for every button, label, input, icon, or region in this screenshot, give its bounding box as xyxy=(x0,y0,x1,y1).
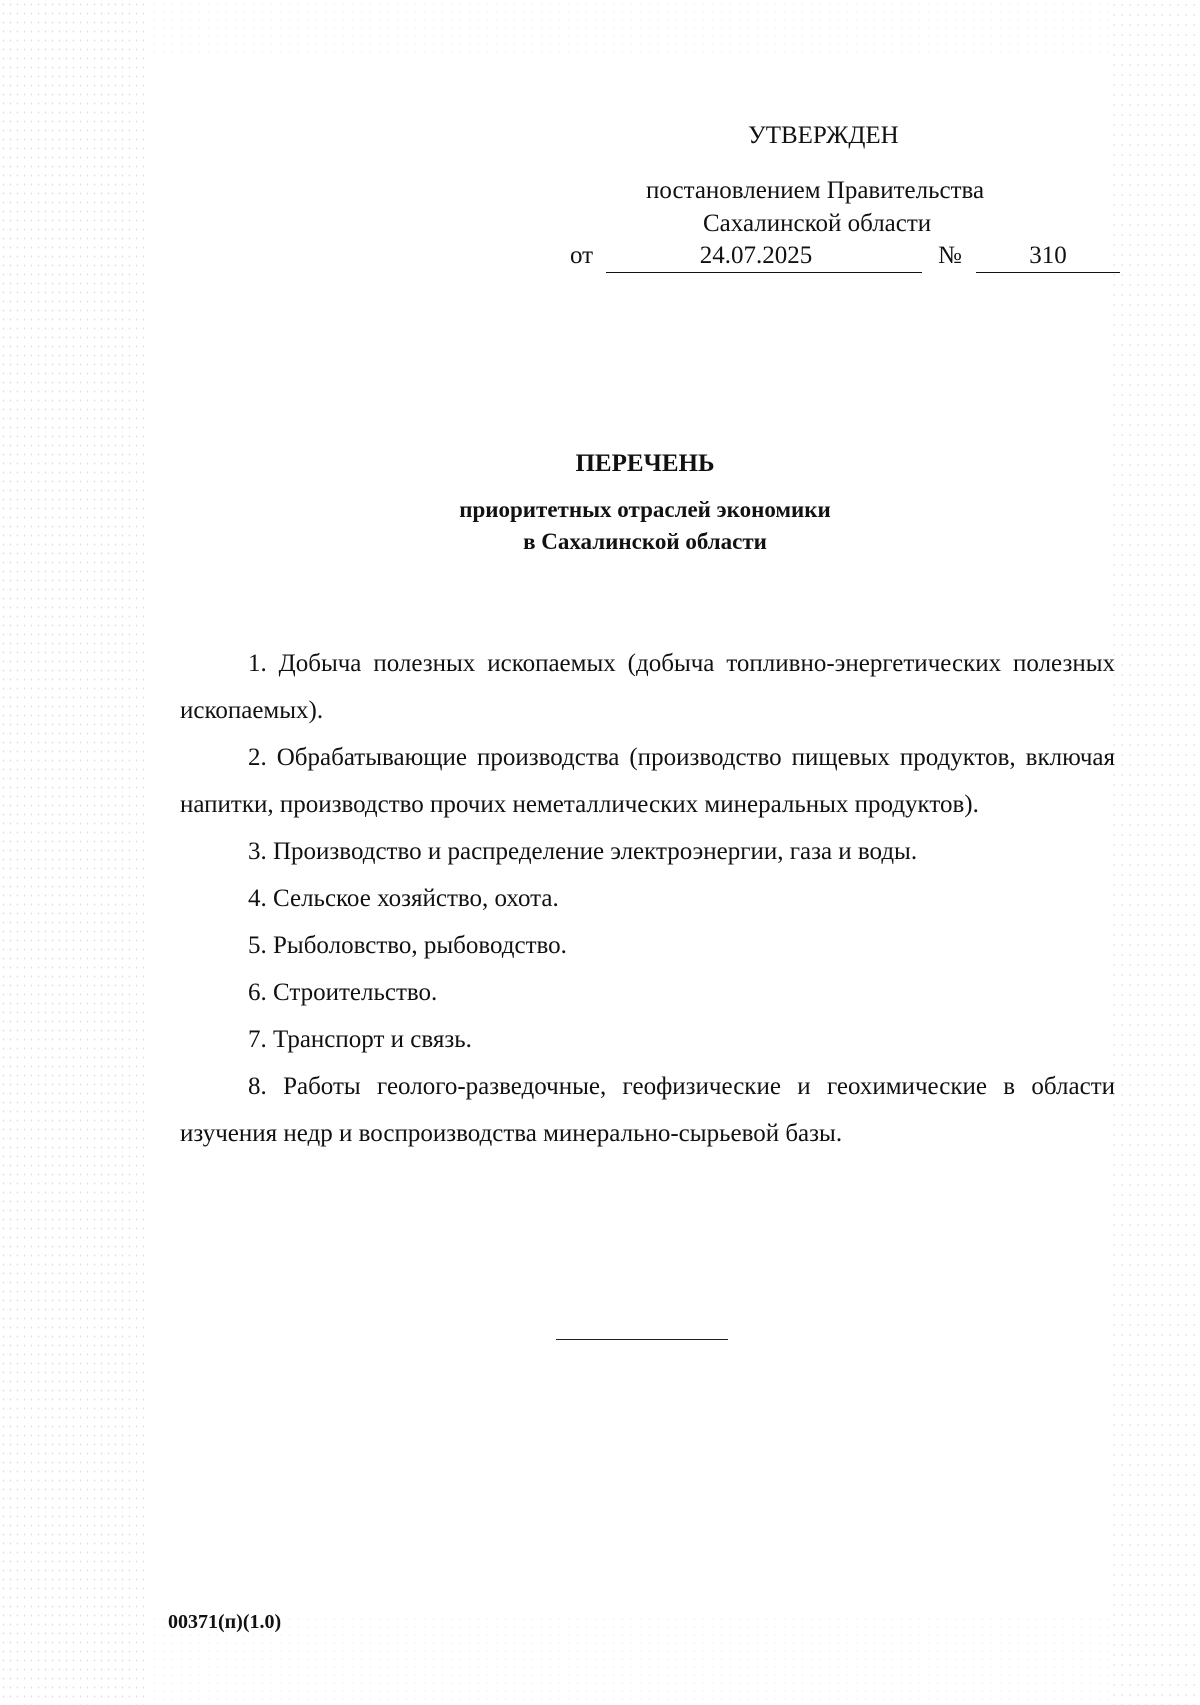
approval-date: 24.07.2025 xyxy=(699,242,813,269)
document-subtitle-line1: приоритетных отраслей экономики xyxy=(459,497,831,522)
approval-date-field xyxy=(606,240,922,273)
approval-region-line: Сахалинской области xyxy=(703,210,932,237)
list-item: 6. Строительство. xyxy=(248,979,438,1006)
document-code: 00371(п)(1.0) xyxy=(168,1611,282,1633)
number-prefix: № xyxy=(938,242,962,269)
scan-noise-top xyxy=(150,0,1110,60)
list-item: 5. Рыболовство, рыбоводство. xyxy=(248,932,567,959)
list-item: 4. Сельское хозяйство, охота. xyxy=(248,885,559,912)
approval-number: 310 xyxy=(1029,242,1067,269)
scan-noise-right xyxy=(1110,0,1200,1705)
list-item: 7. Транспорт и связь. xyxy=(248,1026,472,1053)
priority-sectors-list xyxy=(180,640,1115,1157)
approval-number-field xyxy=(976,240,1120,273)
end-separator-line xyxy=(556,1339,728,1340)
list-item: 2. Обрабатывающие производства (производство пищевых продуктов, включая напитки, производство прочих неметаллических минеральных продуктов). xyxy=(180,744,1115,818)
document-title: ПЕРЕЧЕНЬ xyxy=(575,450,715,477)
date-prefix: от xyxy=(570,242,594,269)
list-item: 3. Производство и распределение электроэнергии, газа и воды. xyxy=(248,838,918,865)
approval-date-number-row xyxy=(560,240,1120,274)
document-subtitle-line2: в Сахалинской области xyxy=(523,529,767,554)
list-item: 1. Добыча полезных ископаемых (добыча топливно-энергетических полезных ископаемых). xyxy=(180,650,1115,724)
approval-title: УТВЕРЖДЕН xyxy=(748,122,899,149)
list-item: 8. Работы геолого-разведочные, геофизические и геохимические в области изучения недр и воспроизводства минерально-сырьевой базы. xyxy=(180,1073,1115,1147)
scan-noise-left xyxy=(0,0,150,1705)
scan-noise-bottom xyxy=(150,1615,1110,1705)
approval-authority-line: постановлением Правительства xyxy=(646,177,985,204)
